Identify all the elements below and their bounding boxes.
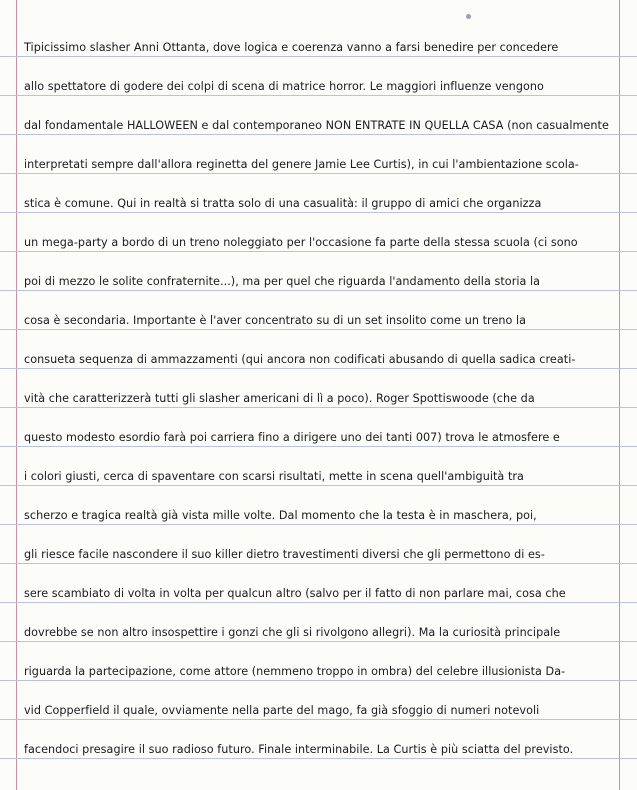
right-margin-line (619, 0, 620, 790)
ruled-line (0, 602, 637, 603)
ruled-line (0, 212, 637, 213)
text-line: cosa è secondaria. Importante è l'aver concentrato su di un set insolito come un treno la (24, 314, 527, 327)
left-margin-line (16, 0, 17, 790)
text-line: facendoci presagire il suo radioso futuro. Finale interminabile. La Curtis è più sciatta del previsto. (24, 743, 574, 756)
ruled-line (0, 719, 637, 720)
ruled-line (0, 56, 637, 57)
ruled-line (0, 680, 637, 681)
ruled-line (0, 134, 637, 135)
text-line: scherzo e tragica realtà già vista mille volte. Dal momento che la testa è in maschera, poi, (24, 509, 537, 522)
text-line: allo spettatore di godere dei colpi di scena di matrice horror. Le maggiori influenze vengono (24, 80, 544, 93)
text-line: poi di mezzo le solite confraternite...), ma per quel che riguarda l'andamento della storia la (24, 275, 541, 288)
text-line: Tipicissimo slasher Anni Ottanta, dove logica e coerenza vanno a farsi benedire per concedere (24, 41, 559, 54)
ruled-line (0, 641, 637, 642)
text-line: sere scambiato di volta in volta per qualcun altro (salvo per il fatto di non parlare mai, cosa che (24, 587, 566, 600)
ruled-line (0, 524, 637, 525)
ruled-line (0, 329, 637, 330)
text-line: vid Copperfield il quale, ovviamente nella parte del mago, fa già sfoggio di numeri notevoli (24, 704, 540, 717)
text-line: stica è comune. Qui in realtà si tratta solo di una casualità: il gruppo di amici che organizza (24, 197, 542, 210)
text-line: dovrebbe se non altro insospettire i gonzi che gli si rivolgono allegri). Ma la curiosità principale (24, 626, 561, 639)
ruled-line (0, 758, 637, 759)
ruled-line (0, 407, 637, 408)
text-line: vità che caratterizzerà tutti gli slasher americani di lì a poco). Roger Spottiswoode (che da (24, 392, 535, 405)
punch-hole (466, 14, 471, 19)
text-line: riguarda la partecipazione, come attore (nemmeno troppo in ombra) del celebre illusionista Da- (24, 665, 566, 678)
text-line: consueta sequenza di ammazzamenti (qui ancora non codificati abusando di quella sadica creati- (24, 353, 576, 366)
text-line: questo modesto esordio farà poi carriera fino a dirigere uno dei tanti 007) trova le atmosfere e (24, 431, 560, 444)
ruled-line (0, 173, 637, 174)
text-line: dal fondamentale HALLOWEEN e dal contemporaneo NON ENTRATE IN QUELLA CASA (non casualmente (24, 119, 609, 132)
text-line: gli riesce facile nascondere il suo killer dietro travestimenti diversi che gli permettono di es- (24, 548, 545, 561)
text-line: interpretati sempre dall'allora reginetta del genere Jamie Lee Curtis), in cui l'ambientazione scola- (24, 158, 579, 171)
ruled-line (0, 446, 637, 447)
ruled-line (0, 251, 637, 252)
text-line: i colori giusti, cerca di spaventare con scarsi risultati, mette in scena quell'ambiguità tra (24, 470, 524, 483)
text-line: un mega-party a bordo di un treno noleggiato per l'occasione fa parte della stessa scuola (ci sono (24, 236, 578, 249)
ruled-line (0, 485, 637, 486)
ruled-line (0, 290, 637, 291)
ruled-line (0, 95, 637, 96)
ruled-line (0, 563, 637, 564)
ruled-line (0, 368, 637, 369)
